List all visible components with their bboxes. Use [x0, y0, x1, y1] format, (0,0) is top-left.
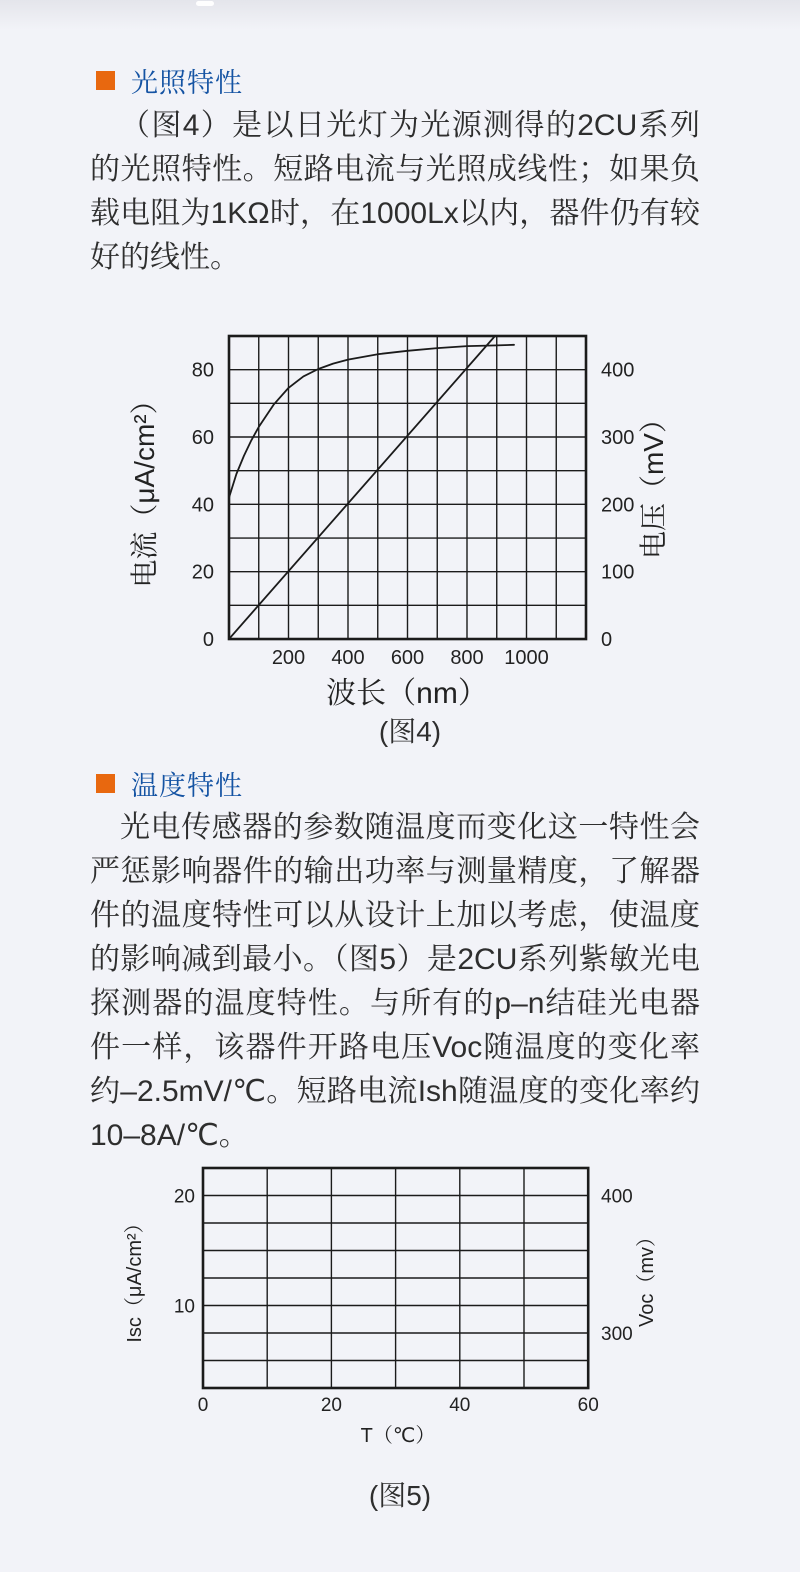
heading-label-illumination: 光照特性 [131, 68, 243, 98]
fig4-caption: (图4) [378, 716, 442, 747]
svg-text:200: 200 [271, 647, 306, 669]
svg-text:200: 200 [601, 494, 635, 517]
fig5-caption: (图5) [368, 1480, 432, 1511]
page-top-band [0, 0, 800, 30]
open-circuit-voltage-curve [229, 345, 514, 498]
svg-text:20: 20 [173, 1186, 195, 1208]
svg-text:300: 300 [601, 1324, 633, 1345]
svg-text:400: 400 [331, 647, 365, 669]
page-top-indicator [196, 1, 214, 6]
svg-text:300: 300 [601, 427, 635, 450]
orange-square-bullet-icon [96, 774, 115, 793]
svg-text:20: 20 [320, 1395, 342, 1416]
section-heading-illumination [96, 61, 243, 100]
fig5-temperature-chart [100, 1160, 720, 1460]
fig4-illumination-chart [130, 330, 720, 715]
svg-text:400: 400 [601, 1186, 633, 1208]
svg-text:40: 40 [449, 1395, 471, 1416]
svg-text:波长（nm）: 波长（nm） [326, 677, 488, 710]
heading-label-temperature: 温度特性 [131, 771, 243, 801]
svg-text:40: 40 [191, 494, 214, 517]
svg-text:电压（mV）: 电压（mV） [638, 404, 669, 560]
svg-text:20: 20 [191, 561, 214, 584]
svg-text:0: 0 [197, 1395, 209, 1416]
section-heading-temperature [96, 764, 243, 803]
svg-text:Voc（mv）: Voc（mv） [636, 1226, 658, 1328]
svg-text:0: 0 [601, 629, 613, 652]
svg-text:10: 10 [173, 1296, 195, 1318]
orange-square-bullet-icon [96, 71, 115, 90]
svg-text:60: 60 [577, 1395, 599, 1416]
svg-text:电流（μA/cm²）: 电流（μA/cm²） [129, 386, 160, 588]
svg-text:60: 60 [191, 427, 214, 450]
svg-text:100: 100 [601, 561, 635, 584]
svg-text:600: 600 [390, 647, 425, 669]
paragraph-temperature: 光电传感器的参数随温度而变化这一特性会严惩影响器件的输出功率与测量精度，了解器件的温度特性可以从设计上加以考虑，使温度的影响减到最小。（图5）是2CU系列紫敏光电探测器的温度特性。与所有的p–n结硅光电器件一样，该器件开路电压Voc随温度的变化率约–2.5mV/℃。短路电流Ish随温度的变化率约10–8A/℃。 [90, 811, 700, 1152]
svg-text:1000: 1000 [504, 647, 549, 669]
svg-text:400: 400 [601, 359, 635, 382]
svg-text:0: 0 [202, 629, 214, 652]
svg-text:800: 800 [450, 647, 484, 669]
short-circuit-current-line [229, 336, 495, 639]
svg-text:Isc（μA/cm²）: Isc（μA/cm²） [124, 1213, 146, 1343]
paragraph-illumination: （图4）是以日光灯为光源测得的2CU系列的光照特性。短路电流与光照成线性；如果负载电阻为1KΩ时，在1000Lx以内，器件仍有较好的线性。 [90, 109, 700, 274]
svg-text:T（℃）: T（℃） [360, 1425, 436, 1447]
svg-text:80: 80 [191, 359, 214, 382]
